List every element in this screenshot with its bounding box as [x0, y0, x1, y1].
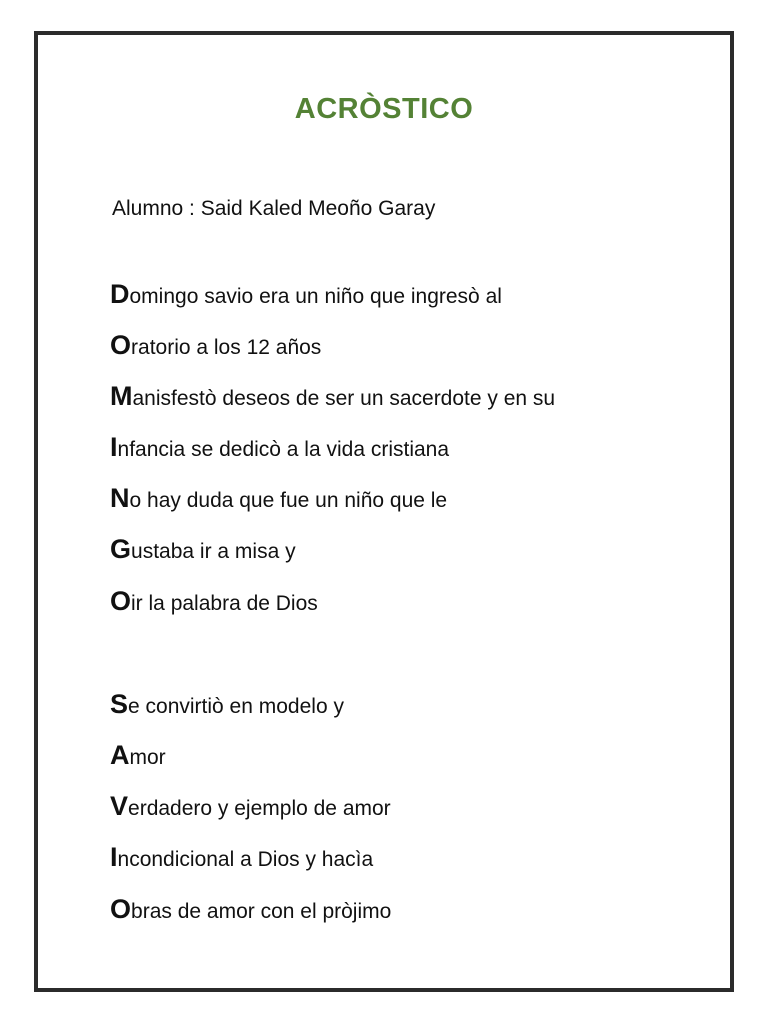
acrostic-text: e convirtiò en modelo y: [128, 695, 344, 718]
acrostic-text: ustaba ir a misa y: [131, 540, 296, 563]
acrostic-text: ir la palabra de Dios: [131, 592, 318, 615]
acrostic-line: [110, 740, 166, 771]
acrostic-line: [110, 791, 391, 822]
acrostic-line: [110, 279, 502, 310]
student-name: Alumno : Said Kaled Meoño Garay: [112, 197, 436, 220]
acrostic-text: mor: [129, 746, 166, 769]
acrostic-text: omingo savio era un niño que ingresò al: [129, 285, 502, 308]
acrostic-text: ratorio a los 12 años: [131, 336, 322, 359]
acrostic-line: [110, 689, 344, 720]
acrostic-initial: I: [110, 842, 118, 872]
acrostic-text: o hay duda que fue un niño que le: [129, 489, 448, 512]
acrostic-initial: O: [110, 330, 132, 360]
acrostic-text: anisfestò deseos de ser un sacerdote y en su: [132, 387, 556, 410]
acrostic-line: [110, 432, 449, 463]
acrostic-text: nfancia se dedicò a la vida cristiana: [117, 438, 450, 461]
acrostic-initial: G: [110, 534, 132, 564]
acrostic-initial: A: [110, 740, 130, 770]
page-frame: [34, 31, 734, 992]
document-title: ACRÒSTICO: [294, 93, 474, 125]
acrostic-line: [110, 330, 321, 361]
acrostic-initial: S: [110, 689, 129, 719]
acrostic-initial: M: [110, 381, 133, 411]
acrostic-line: [110, 534, 296, 565]
acrostic-initial: O: [110, 586, 132, 616]
acrostic-initial: D: [110, 279, 130, 309]
acrostic-initial: O: [110, 894, 132, 924]
acrostic-line: [110, 483, 447, 514]
acrostic-text: ncondicional a Dios y hacìa: [117, 848, 374, 871]
acrostic-initial: V: [110, 791, 129, 821]
acrostic-text: bras de amor con el pròjimo: [131, 900, 392, 923]
acrostic-initial: I: [110, 432, 118, 462]
acrostic-text: erdadero y ejemplo de amor: [128, 797, 391, 820]
acrostic-line: [110, 586, 318, 617]
acrostic-line: [110, 842, 373, 873]
acrostic-line: [110, 894, 391, 925]
acrostic-initial: N: [110, 483, 130, 513]
acrostic-line: [110, 381, 555, 412]
